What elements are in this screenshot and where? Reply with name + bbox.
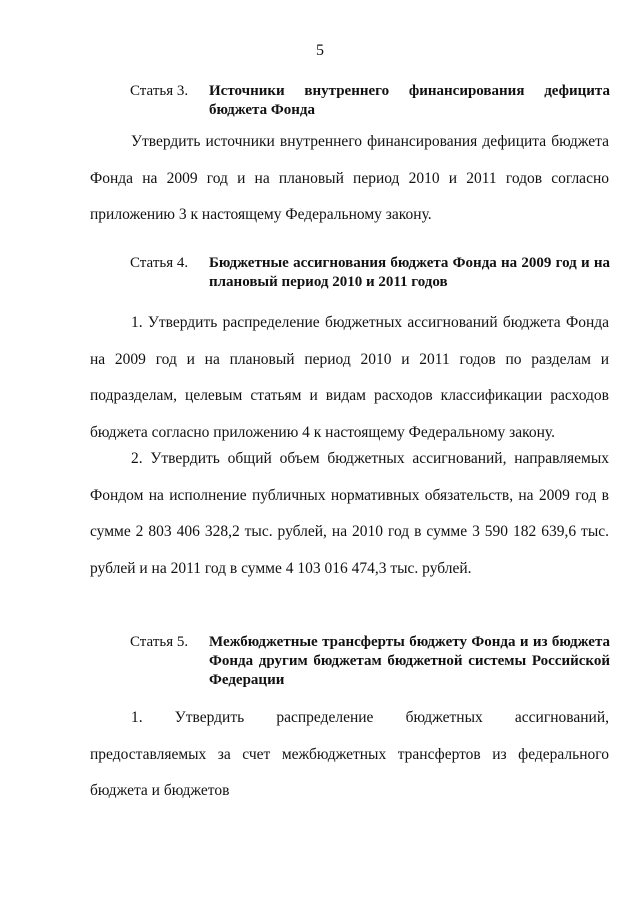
page-number: 5 bbox=[316, 42, 324, 59]
article-4-title: Бюджетные ассигнования бюджета Фонда на 2009 год и на плановый период 2010 и 2011 годов bbox=[209, 255, 610, 290]
article-3-label: Статья 3. bbox=[130, 83, 189, 99]
article-5-heading bbox=[130, 633, 610, 690]
article-3-heading bbox=[130, 82, 610, 120]
article-5-label: Статья 5. bbox=[130, 634, 189, 650]
article-4-heading bbox=[130, 254, 610, 292]
article-3-title: Источники внутреннего финансирования дефицита бюджета Фонда bbox=[209, 83, 610, 118]
article-5-title: Межбюджетные трансферты бюджету Фонда и из бюджета Фонда другим бюджетам бюджетной системы Российской Федерации bbox=[209, 634, 610, 688]
article-4-paragraph-1: 1. Утвердить распределение бюджетных ассигнований бюджета Фонда на 2009 год и на плановый период 2010 и 2011 годов по разделам и подразделам, целевым статьям и видам расходов классификации расходов бюджета согласно приложению 4 к настоящему Федеральному закону. bbox=[90, 314, 609, 441]
article-5-paragraph-1: 1. Утвердить распределение бюджетных ассигнований, предоставляемых за счет межбюджетных трансфертов из федерального бюджета и бюджетов bbox=[90, 709, 609, 799]
article-4-paragraph-2: 2. Утвердить общий объем бюджетных ассигнований, направляемых Фондом на исполнение публичных нормативных обязательств, на 2009 год в сумме 2 803 406 328,2 тыс. рублей, на 2010 год в сумме 3 590 182 639,6 тыс. рублей и на 2011 год в сумме 4 103 016 474,3 тыс. рублей. bbox=[90, 450, 609, 577]
article-3-paragraph-1: Утвердить источники внутреннего финансирования дефицита бюджета Фонда на 2009 год и на плановый период 2010 и 2011 годов согласно приложению 3 к настоящему Федеральному закону. bbox=[90, 133, 609, 223]
article-4-label: Статья 4. bbox=[130, 255, 189, 271]
